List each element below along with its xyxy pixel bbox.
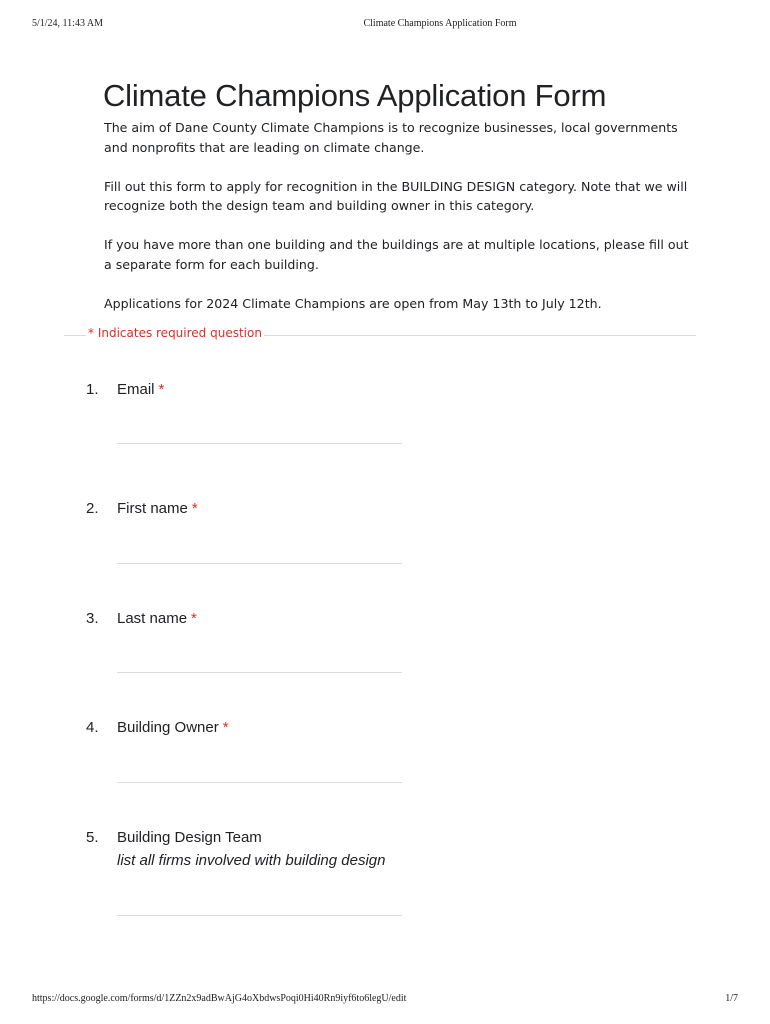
question-label	[117, 610, 197, 627]
question-label-text: Building Owner	[117, 719, 219, 736]
email-answer-field[interactable]	[117, 443, 402, 444]
description-paragraph: Fill out this form to apply for recognition in the BUILDING DESIGN category. Note that we will recognize both the design team and building owner in this category.	[104, 178, 688, 213]
form-title: Climate Champions Application Form	[103, 78, 607, 113]
description-paragraph: Applications for 2024 Climate Champions are open from May 13th to July 12th.	[104, 295, 602, 311]
description-paragraph: The aim of Dane County Climate Champions is to recognize businesses, local governments and nonprofits that are leading on climate change.	[104, 120, 678, 155]
question-number: 3.	[86, 610, 99, 627]
form-description	[104, 118, 694, 333]
question-label	[117, 829, 266, 846]
question-number: 2.	[86, 500, 99, 517]
required-asterisk: *	[158, 381, 165, 398]
question-help-text: list all firms involved with building design	[117, 852, 386, 869]
description-paragraph: If you have more than one building and the buildings are at multiple locations, please fill out a separate form for each building.	[104, 237, 689, 272]
first-name-answer-field[interactable]	[117, 563, 402, 564]
print-url: https://docs.google.com/forms/d/1ZZn2x9adBwAjG4oXbdwsPoqi0Hi40Rn9iyf6to6legU/edit	[32, 993, 407, 1004]
question-label	[117, 500, 198, 517]
required-asterisk: *	[191, 500, 198, 517]
question-number: 4.	[86, 719, 99, 736]
print-date: 5/1/24, 11:43 AM	[32, 18, 104, 29]
question-label-text: Building Design Team	[117, 829, 262, 846]
page-number: 1/7	[725, 993, 738, 1004]
question-label-text: Email	[117, 381, 155, 398]
question-label-text: First name	[117, 500, 188, 517]
print-header	[0, 18, 770, 32]
required-asterisk: *	[222, 719, 229, 736]
building-design-team-answer-field[interactable]	[117, 915, 402, 916]
required-note: * Indicates required question	[88, 326, 262, 340]
print-title: Climate Champions Application Form	[363, 18, 517, 29]
required-asterisk: *	[191, 610, 197, 627]
required-note-row	[64, 326, 696, 344]
print-footer	[0, 993, 770, 1007]
question-label-text: Last name	[117, 610, 188, 627]
last-name-answer-field[interactable]	[117, 672, 402, 673]
question-label	[117, 719, 229, 736]
question-number: 1.	[86, 381, 99, 398]
question-label	[117, 381, 164, 398]
question-number: 5.	[86, 829, 99, 846]
building-owner-answer-field[interactable]	[117, 782, 402, 783]
